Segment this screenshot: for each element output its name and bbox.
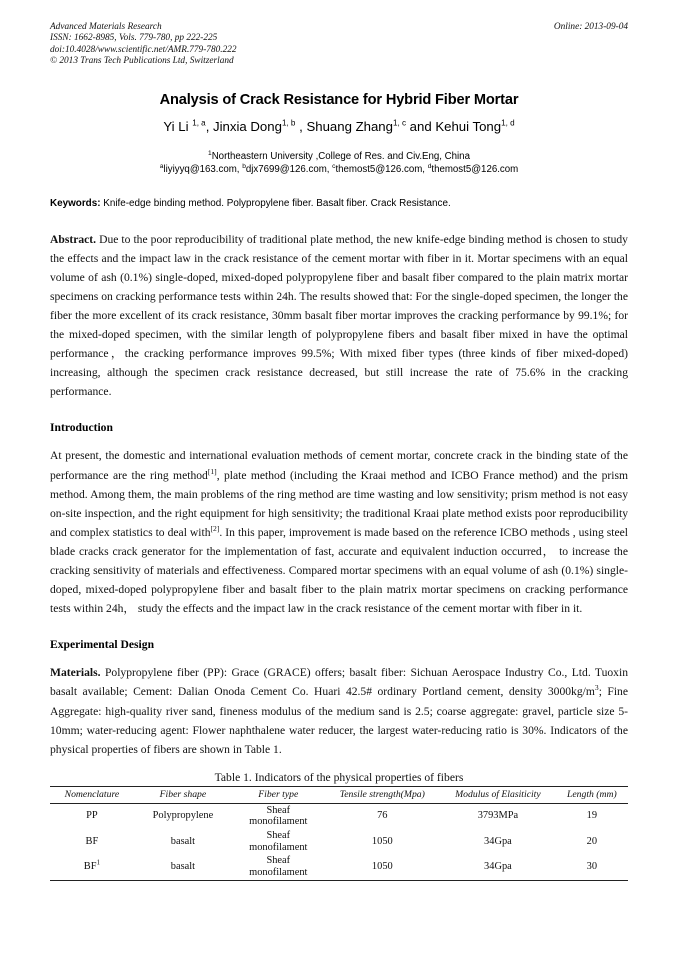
- materials-paragraph: [50, 663, 628, 758]
- cell-fiber-type-line2: monofilament: [249, 841, 308, 853]
- table-header-tensile-strength: Tensile strength(Mpa): [325, 786, 441, 803]
- journal-issn-line: ISSN: 1662-8985, Vols. 779-780, pp 222-225: [50, 33, 218, 44]
- cell-tensile-strength: 76: [377, 810, 388, 822]
- cell-nomenclature: $BF^1$: [50, 854, 134, 881]
- cell-fiber-type-line1: Sheaf: [266, 804, 291, 816]
- keywords-label: Keywords:: [50, 197, 101, 209]
- cell-fiber-type: [232, 854, 324, 881]
- journal-name: Advanced Materials Research: [50, 22, 162, 32]
- cell-fiber-type-line1: Sheaf: [266, 855, 291, 867]
- journal-doi-line: doi:10.4028/www.scientific.net/AMR.779-780.222: [50, 44, 237, 55]
- fiber-properties-table: [50, 786, 628, 882]
- cell-length: 20: [586, 835, 598, 847]
- table-caption: Table 1. Indicators of the physical properties of fibers: [214, 770, 464, 784]
- journal-online-date: Online: 2013-09-04: [553, 22, 628, 32]
- cell-fiber-type-line2: monofilament: [249, 816, 308, 828]
- affiliation: $^1$Northeastern University ,College of Res. and Civ.Eng, China: [208, 149, 470, 162]
- cell-fiber-type: [232, 803, 324, 829]
- page-title: Analysis of Crack Resistance for Hybrid Fiber Mortar: [159, 91, 519, 108]
- cell-nomenclature: PP: [86, 810, 98, 822]
- table-header-modulus: Modulus of Elasiticity: [440, 786, 556, 803]
- table-header-row: [50, 786, 628, 803]
- keywords-line: [50, 197, 628, 211]
- table-header-nomenclature: Nomenclature: [50, 786, 134, 803]
- cell-fiber-shape: basalt: [170, 835, 196, 847]
- journal-copyright-line: © 2013 Trans Tech Publications Ltd, Switzerland: [50, 56, 234, 67]
- table-header-fiber-shape: Fiber shape: [134, 786, 232, 803]
- cell-modulus: 3793MPa: [477, 810, 519, 822]
- cell-tensile-strength: 1050: [371, 835, 393, 847]
- table-header-length: Length (mm): [556, 786, 628, 803]
- cell-fiber-shape: Polypropylene: [152, 810, 214, 822]
- cell-fiber-type: [232, 829, 324, 854]
- journal-header: [50, 22, 628, 68]
- cell-nomenclature: BF: [85, 835, 99, 847]
- table-row: [50, 854, 628, 881]
- introduction-paragraph: At present, the domestic and international evaluation methods of cement mortar, concrete crack in the binding state of the performance are the ring method[1], plate method (including the Kraai method and ICBO France method) and the prism method. Among them, the main problems of the ring method are time wasting and low sensitivity; prism method is not easy on-site inspection, and the right equipment for high sensitivity; the traditional Kraai plate method exists poor reproducibility and complex statistics to deal with[2]. In this paper, improvement is made based on the reference ICBO methods , using steel blade cracks crack generator for the implementation of fast, accurate and equivalent induction occurred， to increase the cracking sensitivity of materials and effectiveness. Compared mortar specimens with an equal volume of ash (0.1%) single-doped, mixed-doped polypropylene fiber and basalt fiber to the plain matrix mortar specimens on cracking performance tests within 24h， study the effects and the impact law in the crack resistance of the cement mortar with fiber in it.: [50, 449, 629, 616]
- author-list: Yi Li $^{1, a}$, Jinxia Dong$^{1, b}$ , Shuang Zhang$^{1, c}$ and Kehui Tong$^{1, d}$: [163, 118, 515, 134]
- section-heading-introduction: Introduction: [50, 421, 113, 435]
- cell-modulus: 34Gpa: [440, 854, 556, 881]
- section-heading-experimental-design: Experimental Design: [50, 638, 155, 652]
- table-body: [50, 803, 628, 881]
- abstract-text: Due to the poor reproducibility of traditional plate method, the new knife-edge binding method is chosen to study the effects and the impact law in the crack resistance of the cement mortar with fiber in it. Mortar specimens with an equal volume of ash (0.1%) single-doped, mixed-doped polypropylene fiber and basalt fiber compared to the plain matrix mortar specimens on cracking performance tests within 24h. The results showed that: For the single-doped specimen, the longer the fiber the more excellent of its crack resistance, 30mm basalt fiber mortar improves the cracking performance by 99.1%; for the mixed-doped specimen, with the similar length of polypropylene fibers and basalt fiber mixed in have the optimal performance，the cracking performance improves 99.5%; With mixed fiber types (three kinds of fiber mixed-doped) increasing, although the specimen crack resistance decreased, but still increase the rate of 75.6% in the cracking performance.: [50, 232, 628, 399]
- table-header-fiber-type: Fiber type: [232, 786, 324, 803]
- cell-modulus: 34Gpa: [484, 835, 512, 847]
- cell-fiber-type-line1: Sheaf: [266, 829, 291, 841]
- abstract-paragraph: [50, 230, 628, 402]
- table-row: [50, 803, 628, 829]
- author-emails: $^a$liyiyyq@163.com, $^b$djx7699@126.com, $^c$themost5@126.com, $^d$themost5@126.com: [159, 162, 519, 176]
- cell-fiber-shape: basalt: [134, 854, 232, 881]
- cell-tensile-strength: 1050: [325, 854, 441, 881]
- keywords-text: Knife-edge binding method. Polypropylene fiber. Basalt fiber. Crack Resistance.: [103, 197, 451, 209]
- cell-fiber-type-line2: monofilament: [249, 866, 308, 878]
- table-row: [50, 829, 628, 854]
- cell-length: 19: [586, 810, 598, 822]
- abstract-label: Abstract.: [50, 232, 97, 246]
- materials-run-label: Materials.: [50, 666, 101, 680]
- cell-length: 30: [556, 854, 628, 881]
- materials-text: Polypropylene fiber (PP): Grace (GRACE) offers; basalt fiber: Sichuan Aerospace Industry Co., Ltd. Tuoxin basalt available; Cement: Dalian Onoda Cement Co. Huari 42.5# ordinary Portland cement, density $3000kg/m^3$; Fine Aggregate: high-quality river sand, fineness modulus of the medium sand is 2.5; coarse aggregate: gravel, particle size 5-10mm; water-reducing agent: Flower naphthalene water reducer, the largest water-reducing ratio is 30%. Indicators of the physical properties of fibers are shown in Table 1.: [50, 666, 629, 756]
